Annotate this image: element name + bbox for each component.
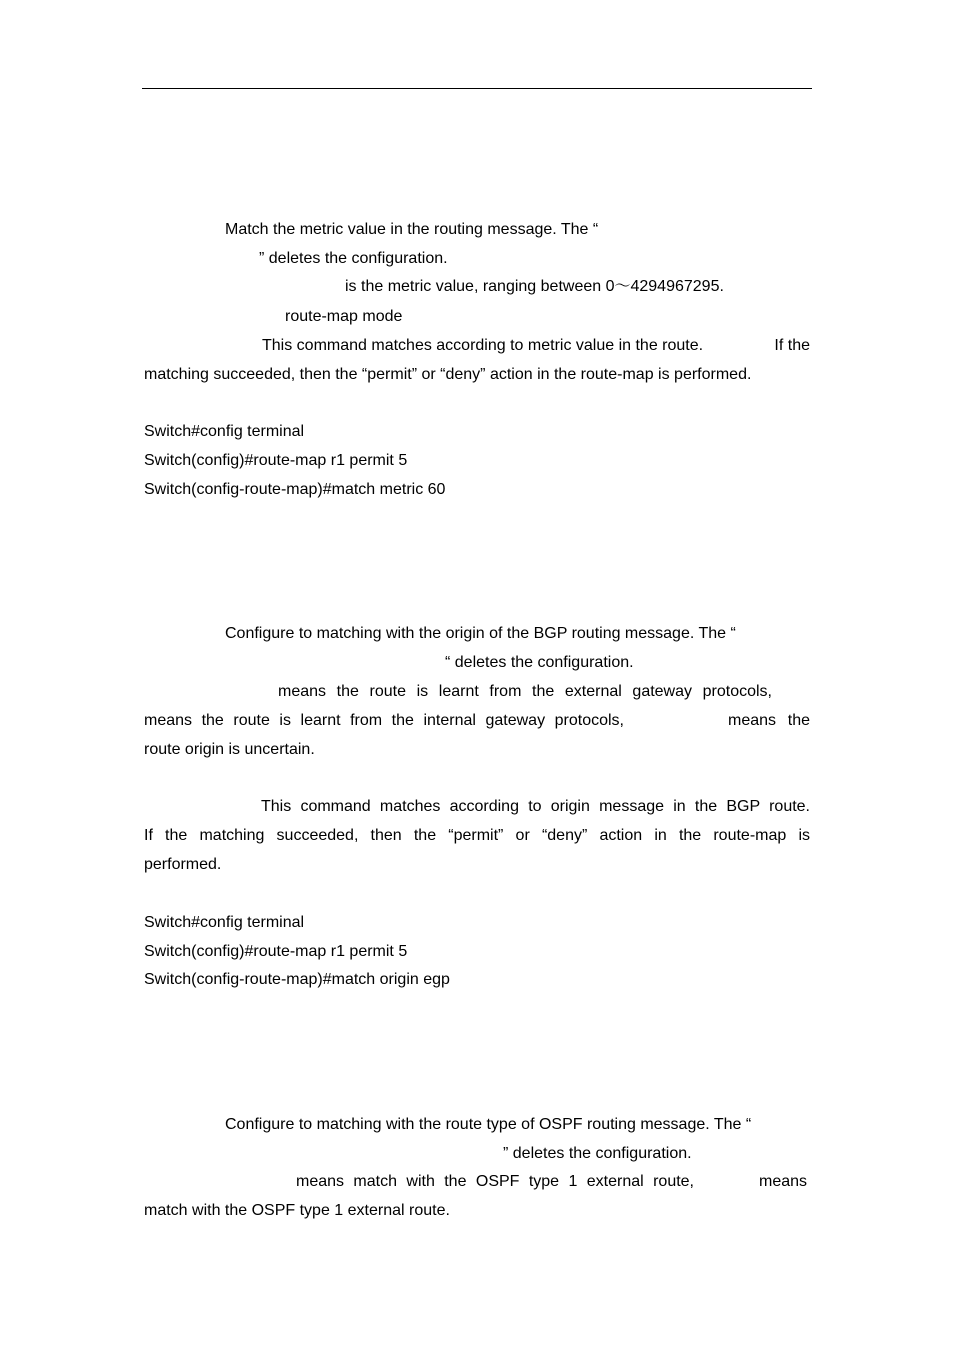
metric-guide-text-2: If the — [774, 337, 810, 354]
origin-example-line-2: Switch(config)#route-map r1 permit 5 — [144, 943, 408, 960]
metric-parameter: is the metric value, ranging between 0～4294967295. — [345, 278, 724, 295]
metric-example-line-2: Switch(config)#route-map r1 permit 5 — [144, 452, 408, 469]
origin-guide-line-2: If the matching succeeded, then the “permit” or “deny” action in the route-map is — [144, 827, 810, 844]
route-type-parameter-line-1b: means — [759, 1173, 808, 1190]
route-type-parameter-line-2: match with the OSPF type 1 external route. — [144, 1202, 450, 1219]
header-rule — [142, 88, 812, 89]
metric-usage-line-2: ” deletes the configuration. — [259, 250, 448, 267]
metric-guide-text-1: This command matches according to metric value in the route. — [262, 337, 704, 354]
origin-parameter-line-1: means the route is learnt from the external gateway protocols, — [278, 683, 772, 700]
route-type-usage-line-2: ” deletes the configuration. — [503, 1145, 692, 1162]
route-type-usage-line-1: Configure to matching with the route type of OSPF routing message. The “ — [225, 1116, 752, 1133]
origin-parameter-line-2: means the route is learnt from the internal gateway protocols, — [144, 712, 624, 729]
route-type-parameter-line-1: means match with the OSPF type 1 external route, — [296, 1173, 694, 1190]
metric-guide-line-1 — [262, 336, 810, 356]
origin-usage-line-1: Configure to matching with the origin of the BGP routing message. The “ — [225, 625, 736, 642]
metric-example-line-3: Switch(config-route-map)#match metric 60 — [144, 481, 446, 498]
metric-command-mode: route-map mode — [285, 308, 403, 325]
origin-example-line-3: Switch(config-route-map)#match origin egp — [144, 971, 450, 988]
metric-example-line-1: Switch#config terminal — [144, 423, 305, 440]
origin-usage-line-2: “ deletes the configuration. — [445, 654, 634, 671]
origin-parameter-line-3: route origin is uncertain. — [144, 741, 315, 758]
metric-guide-line-2: matching succeeded, then the “permit” or “deny” action in the route-map is performed. — [144, 366, 752, 383]
origin-guide-line-1: This command matches according to origin message in the BGP route. — [261, 798, 810, 815]
origin-parameter-line-2b: means the — [728, 712, 810, 729]
origin-guide-line-3: performed. — [144, 856, 222, 873]
metric-usage-line-1: Match the metric value in the routing message. The “ — [225, 221, 599, 238]
origin-example-line-1: Switch#config terminal — [144, 914, 305, 931]
